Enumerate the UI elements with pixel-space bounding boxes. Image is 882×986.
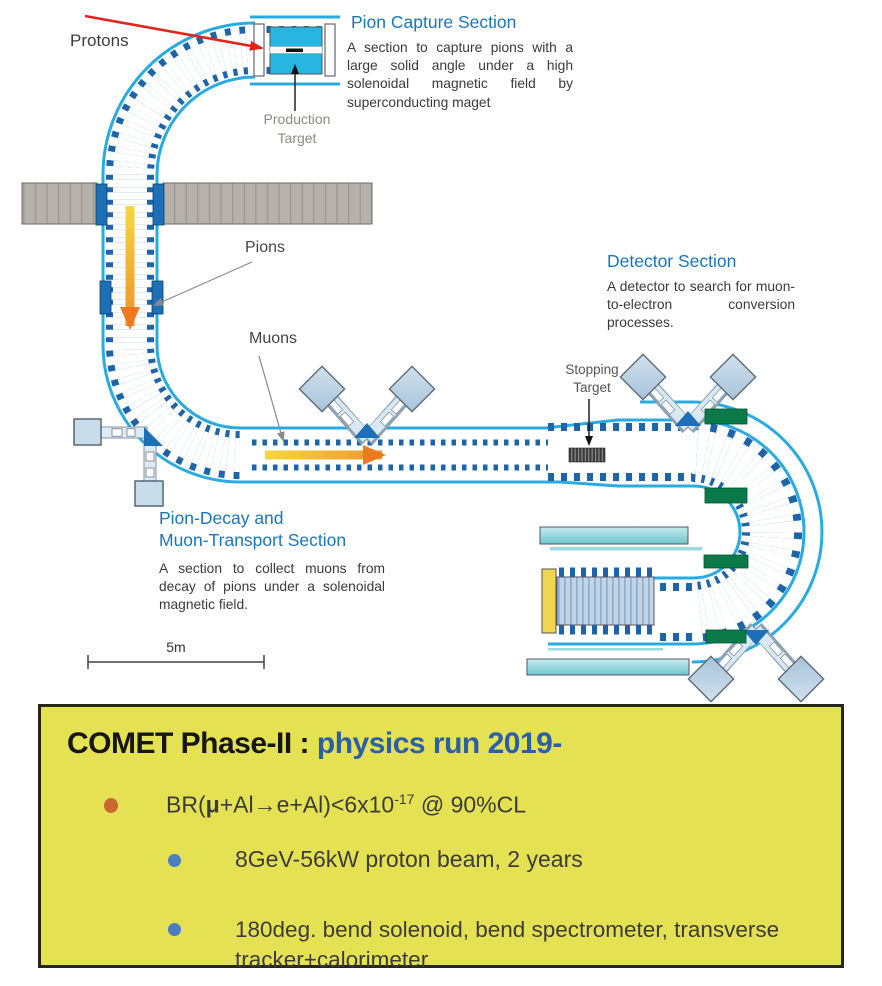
bullet-blue-icon-2 bbox=[168, 923, 181, 936]
production-target-label: Production Target bbox=[263, 111, 331, 146]
muons-label: Muons bbox=[249, 330, 298, 347]
scale-label: 5m bbox=[166, 639, 186, 655]
scale-bar bbox=[88, 655, 264, 669]
phase2-infobox bbox=[38, 704, 844, 972]
protons-label: Protons bbox=[70, 31, 129, 50]
stopping-target bbox=[569, 448, 605, 462]
decay-section-title bbox=[159, 508, 346, 552]
infobox-title-black: COMET Phase-II : bbox=[67, 727, 317, 760]
decay-section-body: A section to collect muons from decay of pions under a solenoidal magnetic field. bbox=[159, 561, 385, 613]
tracker-calorimeter bbox=[557, 577, 654, 625]
pions-pointer bbox=[155, 262, 252, 305]
proton-beam-line: 8GeV-56kW proton beam, 2 years bbox=[235, 846, 583, 872]
detector-endcap bbox=[542, 569, 556, 633]
infobox-title-blue: physics run 2019- bbox=[316, 727, 562, 760]
shield-wall bbox=[22, 183, 372, 224]
capture-section-body: A section to capture pions with a large solid angle under a high solenoidal magnetic field by superconducting maget bbox=[347, 40, 573, 110]
solenoid-spectrometer-line: 180deg. bend solenoid, bend spectrometer, transverse tracker+calorimeter bbox=[235, 917, 780, 972]
br-mid: +Al→e+Al)<6x10 bbox=[219, 791, 395, 818]
infobox-title bbox=[67, 727, 562, 761]
pions-label: Pions bbox=[245, 239, 286, 256]
bullet-orange-icon bbox=[104, 798, 118, 813]
bullet-blue-icon-1 bbox=[168, 854, 181, 867]
decay-title-line2: Muon-Transport Section bbox=[159, 529, 347, 550]
br-pre: BR( bbox=[166, 791, 206, 818]
decay-title-line1: Pion-Decay and bbox=[159, 508, 284, 528]
stopping-target-label: Stopping Target bbox=[565, 362, 619, 395]
pointer-arrows bbox=[155, 66, 589, 444]
br-post: @ 90%CL bbox=[414, 791, 527, 818]
detector-assembly bbox=[542, 569, 654, 633]
branching-ratio-line bbox=[166, 791, 526, 819]
detector-section-body: A detector to search for muon-to-electron conversion processes. bbox=[607, 279, 795, 331]
detector-section-title: Detector Section bbox=[607, 251, 737, 271]
production-target bbox=[286, 49, 303, 53]
br-exponent: -17 bbox=[394, 791, 415, 807]
capture-section-title: Pion Capture Section bbox=[351, 12, 517, 32]
br-mu: μ bbox=[205, 791, 220, 818]
